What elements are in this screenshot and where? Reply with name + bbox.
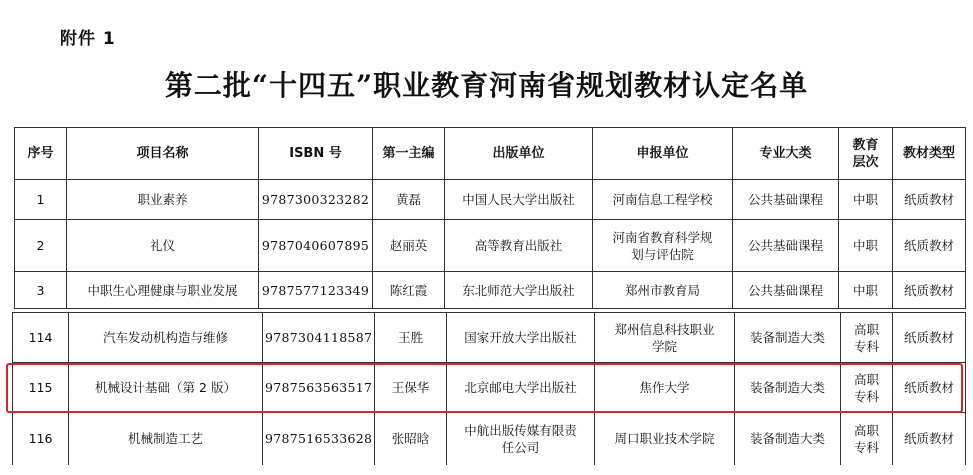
cell-name: 汽车发动机构造与维修 [69,313,263,363]
cell-category: 公共基础课程 [733,220,839,272]
cell-publisher: 高等教育出版社 [445,220,593,272]
cell-applicant: 河南信息工程学校 [593,180,733,220]
cell-category: 装备制造大类 [735,313,841,363]
cell-publisher: 国家开放大学出版社 [447,313,595,363]
table-row [15,220,966,272]
cell-type: 纸质教材 [893,180,966,220]
cell-publisher: 东北师范大学出版社 [445,272,593,309]
cell-no: 3 [15,272,67,309]
cell-category: 公共基础课程 [733,180,839,220]
table-row [13,413,966,465]
header-publisher: 出版单位 [445,128,593,180]
table-row [15,272,966,309]
cell-isbn: 9787040607895 [259,220,373,272]
cell-level: 中职 [839,272,893,309]
cell-level-line1: 高职 [853,371,879,387]
cell-editor: 赵丽英 [373,220,445,272]
cell-isbn: 9787563563517 [263,363,375,413]
cell-no: 2 [15,220,67,272]
cell-type: 纸质教材 [893,313,966,363]
cell-name: 机械设计基础（第 2 版） [69,363,263,413]
cell-isbn: 9787304118587 [263,313,375,363]
cell-no: 1 [15,180,67,220]
cell-editor: 王保华 [375,363,447,413]
header-category: 专业大类 [733,128,839,180]
cell-level: 中职 [839,220,893,272]
table-row-highlighted [13,363,966,413]
cell-name: 职业素养 [67,180,259,220]
cell-applicant-line1: 郑州信息科技职业 [614,321,715,337]
cell-publisher [447,413,595,465]
cell-category: 装备制造大类 [735,413,841,465]
cell-applicant-line2: 学院 [651,338,677,354]
cell-applicant: 焦作大学 [595,363,735,413]
header-no: 序号 [15,128,67,180]
cell-type: 纸质教材 [893,413,966,465]
cell-applicant [595,313,735,363]
cell-applicant: 郑州市教育局 [593,272,733,309]
cell-no: 114 [13,313,69,363]
cell-level [841,313,893,363]
header-isbn: ISBN 号 [259,128,373,180]
table-row [15,180,966,220]
cell-level-line2: 专科 [853,439,879,455]
attachment-label: 附件 1 [60,29,116,49]
cell-publisher-line2: 任公司 [501,439,540,455]
cell-no: 115 [13,363,69,413]
cell-applicant-line1: 河南省教育科学规 [612,229,713,245]
header-level [839,128,893,180]
cell-isbn: 9787577123349 [259,272,373,309]
cell-editor: 张昭晗 [375,413,447,465]
cell-applicant: 周口职业技术学院 [595,413,735,465]
cell-level-line1: 高职 [853,321,879,337]
cell-editor: 黄磊 [373,180,445,220]
cell-level-line1: 高职 [853,422,879,438]
header-name: 项目名称 [67,128,259,180]
cell-type: 纸质教材 [893,220,966,272]
page-title: 第二批“十四五”职业教育河南省规划教材认定名单 [164,69,809,102]
cell-level-line2: 专科 [853,338,879,354]
materials-table-top [14,127,966,309]
cell-publisher-line1: 中航出版传媒有限责 [464,422,577,438]
table-header-row [15,128,966,180]
cell-name: 礼仪 [67,220,259,272]
cell-applicant-line2: 划与评估院 [631,246,694,262]
cell-isbn: 9787516533628 [263,413,375,465]
cell-editor: 王胜 [375,313,447,363]
cell-type: 纸质教材 [893,272,966,309]
cell-level [841,413,893,465]
cell-level: 中职 [839,180,893,220]
cell-isbn: 9787300323282 [259,180,373,220]
header-level-line1: 教育 [852,137,879,153]
header-level-line2: 层次 [852,154,879,170]
cell-category: 公共基础课程 [733,272,839,309]
header-applicant: 申报单位 [593,128,733,180]
cell-no: 116 [13,413,69,465]
cell-name: 中职生心理健康与职业发展 [67,272,259,309]
cell-publisher: 北京邮电大学出版社 [447,363,595,413]
materials-table-bottom [12,312,966,465]
cell-level [841,363,893,413]
table-row [13,313,966,363]
cell-level-line2: 专科 [853,388,879,404]
cell-editor: 陈红霞 [373,272,445,309]
header-editor: 第一主编 [373,128,445,180]
cell-name: 机械制造工艺 [69,413,263,465]
cell-applicant [593,220,733,272]
cell-publisher: 中国人民大学出版社 [445,180,593,220]
header-type: 教材类型 [893,128,966,180]
cell-type: 纸质教材 [893,363,966,413]
cell-category: 装备制造大类 [735,363,841,413]
